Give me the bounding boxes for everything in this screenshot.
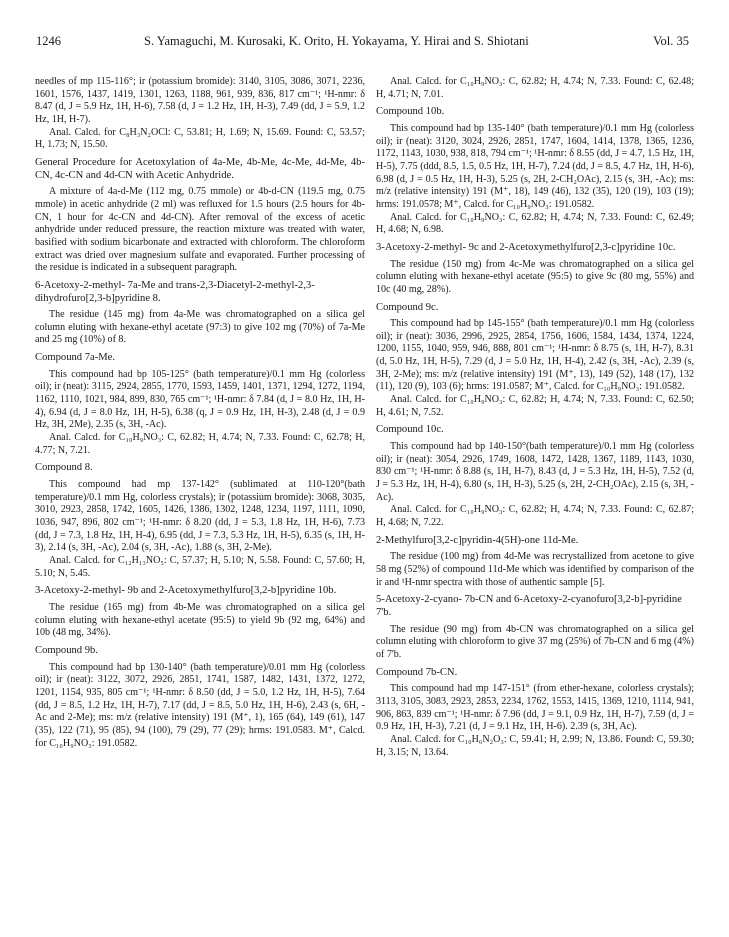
section-heading: Compound 10c. xyxy=(376,424,444,436)
paragraph: The residue (100 mg) from 4d-Me was recrystallized from acetone to give 58 mg (52%) of compound 11d-Me which was identified by comparison of the ir and ¹H-nmr spectra with those of authentic sample [5]. xyxy=(376,551,694,588)
paragraph: needles of mp 115-116°; ir (potassium bromide): 3140, 3105, 3086, 3071, 2236, 1601, 1576, 1437, 1419, 1301, 1263, 1188, 961, 939, 836, 817 cm⁻¹; ¹H-nmr: δ 8.47 (d, J = 5.9 Hz, 1H, H-6), 7.58 (d, J = 1.2 Hz, 1H, H-3), 7.49 (dd, J = 5.9, 1.2 Hz, 1H, H-7). xyxy=(35,76,365,125)
paragraph: The residue (165 mg) from 4b-Me was chromatographed on a silica gel column eluting with hexane-ethyl acetate (95:5) to yield 9b (92 mg, 64%) and 10b (48 mg, 34%). xyxy=(35,601,365,639)
section-heading: Compound 8. xyxy=(35,462,93,474)
section-heading: Compound 7b-CN. xyxy=(376,666,458,678)
paragraph: Anal. Calcd. for C₁₀H₆N₂O₃: C, 59.41; H, 2.99; N, 13.86. Found: C, 59.30; H, 3.15; N, 13.64. xyxy=(376,733,694,758)
paragraph: The residue (90 mg) from 4b-CN was chromatographed on a silica gel column eluting with chloroform to give 37 mg (25%) of 7b-CN and 6 mg (4%) of 7'b. xyxy=(376,623,694,660)
section-heading: 6-Acetoxy-2-methyl- 7a-Me and trans-2,3-Diacetyl-2-methyl-2,3-dihydrofuro[2,3-b]pyridine 8. xyxy=(35,279,315,304)
section-heading: Compound 9c. xyxy=(376,301,439,313)
paragraph: This compound had mp 147-151° (from ether-hexane, colorless crystals); 3113, 3105, 3083, 2923, 2853, 2234, 1762, 1553, 1415, 1369, 1210, 1114, 941, 906, 863, 839 cm⁻¹; ¹H-nmr: δ 7.96 (dd, J = 9.1, 0.9 Hz, 1H, H-7), 7.59 (d, J = 0.9 Hz, 1H, H-3), 7.21 (d, J = 9.1 Hz, 1H, H-6). 2.39 (s, 3H, Ac). xyxy=(376,683,694,733)
paragraph: The residue (150 mg) from 4c-Me was chromatographed on a silica gel column eluting with hexane-ethyl acetate (95:5) to give 9c (80 mg, 55%) and 10c (40 mg, 28%). xyxy=(376,258,694,295)
page-number: 1246 xyxy=(36,34,61,48)
section-heading: Compound 7a-Me. xyxy=(35,352,116,364)
section-heading: 3-Acetoxy-2-methyl- 9c and 2-Acetoxymethylfuro[2,3-c]pyridine 10c. xyxy=(376,241,676,253)
paragraph: A mixture of 4a-d-Me (112 mg, 0.75 mmole) or 4b-d-CN (119.5 mg, 0.75 mmole) in acetic anhydride (2 ml) was refluxed for 1.5 hours (2.5 hours for 4b-CN, 1 hour for 4c-CN and 4d-CN). After removal of the excess of acetic anhydride under reduced pressure, the reaction mixture was treated with water, basified with sodium bicarbonate and extracted with chloroform. The chloroform extract was dried over magnesium sulfate and evaporated. Further processing of the residue is indicated in a subsequent paragraph. xyxy=(35,186,365,274)
paragraph: This compound had bp 105-125° (bath temperature)/0.1 mm Hg (colorless oil); ir (neat): 3115, 2924, 2855, 1770, 1593, 1459, 1401, 1371, 1294, 1272, 1194, 1162, 1110, 1021, 984, 899, 830, 765 cm⁻¹; ¹H-nmr: δ 7.84 (d, J = 8.0 Hz, 1H, H-4), 6.94 (d, J = 8.0 Hz, 1H, H-5), 6.38 (q, J = 0.9 Hz, 1H, H-3), 2.48 (d, J = 0.9 Hz, 3H, 2Me), 2.35 (s, 3H, -Ac). xyxy=(35,368,365,431)
paragraph: Anal. Calcd. for C₈H₃N₂OCl: C, 53.81; H, 1.69; N, 15.69. Found: C, 53.57; H, 1.73; N, 15.50. xyxy=(35,126,365,151)
paragraph: Anal. Calcd. for C₁₂H₁₃NO₅: C, 57.37; H, 5.10; N, 5.58. Found: C, 57.60; H, 5.10; N, 5.45. xyxy=(35,554,365,579)
section-heading: 3-Acetoxy-2-methyl- 9b and 2-Acetoxymethylfuro[3,2-b]pyridine 10b. xyxy=(35,585,337,597)
paragraph: This compound had mp 137-142° (sublimated at 110-120°(bath temperature)/0.1 mm Hg, colorless crystals); ir (potassium bromide): 3068, 3035, 3010, 2923, 2858, 1742, 1605, 1426, 1386, 1302, 1248, 1234, 1197, 1111, 1090, 1036, 947, 896, 802 cm⁻¹; ¹H-nmr: δ 8.20 (dd, J = 5.3, 1.8 Hz, 1H, H-6), 7.73 (dd, J = 7.3, 1.8 Hz, 1H, H-4), 6.95 (dd, J = 7.3, 5.3 Hz, 1H, H-5), 6.35 (s, 1H, H-3), 2.14 (s, 3H, -Ac), 2.04 (s, 3H, -Ac), 1.88 (s, 3H, 2-Me). xyxy=(35,479,365,554)
paragraph: Anal. Calcd. for C₁₀H₉NO₃: C, 62.82; H, 4.74; N, 7.33. Found: C, 62.87; H, 4.68; N, 7.22. xyxy=(376,504,694,528)
paragraph: Anal. Calcd. for C₁₀H₉NO₃: C, 62.82; H, 4.74; N, 7.33. Found: C, 62.50; H, 4.61; N, 7.52. xyxy=(376,394,694,418)
right-column xyxy=(376,76,694,759)
paragraph: This compound had bp 145-155° (bath temperature)/0.1 mm Hg (colorless oil); ir (neat): 3036, 2996, 2925, 2854, 1756, 1606, 1584, 1434, 1374, 1224, 1200, 1155, 1040, 959, 946, 888, 801 cm⁻¹; ¹H-nmr: δ 8.75 (s, 1H, H-7), 8.31 (d, 5.0 Hz, 1H, H-5), 7.29 (d, J = 5.0 Hz, 1H, H-4), 2.42 (s, 3H, -Ac), 2.39 (s, 3H, 2-Me); ms: m/z (relative intensity) 191 (M⁺, 13), 149 (52), 148 (17), 132 (11), 120 (9), 103 (6); hrms: 191.0587; M⁺, Calcd. for C₁₀H₉NO₃: 191.0582. xyxy=(376,318,694,393)
section-heading: Compound 10b. xyxy=(376,106,445,118)
paragraph: This compound had bp 135-140° (bath temperature)/0.1 mm Hg (colorless oil); ir (neat): 3120, 3024, 2926, 2851, 1747, 1604, 1414, 1378, 1365, 1236, 1172, 1143, 1030, 938, 818, 794 cm⁻¹; ¹H-nmr: δ 8.55 (dd, J = 4.7, 1.5 Hz, 1H, H-5), 7.75 (ddd, 8.5, 1.5, 0.5 Hz, 1H, H-7), 7.24 (dd, J = 8.5, 4.7 Hz, 1H, H-6), 6.98 (d, J = 0.5 Hz, 1H, H-3), 5.25 (s, 2H, 2-CH₂OAc), 2.15 (s, 3H, -Ac); ms: m/z (relative intensity) 191 (M⁺, 18), 149 (46), 132 (35), 120 (19), 103 (19); hrms: 191.0578; M⁺, Calcd. for C₁₀H₉NO₃: 191.0582. xyxy=(376,122,694,210)
paragraph: This compound had bp 130-140° (bath temperature)/0.01 mm Hg (colorless oil); ir (neat): 3122, 3072, 2926, 2851, 1741, 1587, 1482, 1431, 1372, 1272, 1201, 1154, 935, 805 cm⁻¹; ¹H-nmr: δ 8.50 (dd, J = 5.0, 1.2 Hz, 1H, H-5), 7.64 (dd, J = 8.5, 1.2 Hz, 1H, H-7), 7.17 (dd, J = 8.5, 5.0 Hz, 1H, H-6), 2.43 (s, 6H, -Ac and 2-Me); ms: m/z (relative intensity) 191 (M⁺, 1), 165 (64), 149 (61), 147 (35), 122 (71), 95 (85), 94 (100), 79 (29), 77 (29); hrms: 191.0583. M⁺, Calcd. for C₁₀H₉NO₃: 191.0582. xyxy=(35,661,365,749)
paragraph: The residue (145 mg) from 4a-Me was chromatographed on a silica gel column eluting with hexane-ethyl acetate (97:3) to give 102 mg (70%) of 7a-Me and 25 mg (10%) of 8. xyxy=(35,309,365,346)
paragraph: Anal. Calcd. for C₁₀H₉NO₃: C, 62.82; H, 4.74; N, 7.33. Found: C, 62.49; H, 4.68; N, 6.98. xyxy=(376,211,694,236)
section-heading: 2-Methylfuro[3,2-c]pyridin-4(5H)-one 11d-Me. xyxy=(376,534,579,546)
page-header xyxy=(36,34,689,52)
paragraph: This compound had bp 140-150°(bath temperature)/0.1 mm Hg (colorless oil); ir (neat): 3054, 2926, 1749, 1608, 1472, 1428, 1367, 1189, 1143, 1030, 830 cm⁻¹; ¹H-nmr: δ 8.88 (s, 1H, H-7), 8.43 (d, J = 5.3 Hz, 1H, H-5), 7.52 (d, J = 5.3 Hz, 1H, H-4), 6.80 (s, 1H, H-3), 5.25 (s, 2H, 2-CH₂OAc), 2.15 (s, 3H, -Ac). xyxy=(376,441,694,503)
section-heading: Compound 9b. xyxy=(35,644,98,656)
section-heading: 5-Acetoxy-2-cyano- 7b-CN and 6-Acetoxy-2-cyanofuro[3,2-b]-pyridine 7'b. xyxy=(376,594,682,618)
paragraph: Anal. Calcd. for C₁₀H₉NO₃: C, 62.82; H, 4.74; N, 7.33. Found: C, 62.48; H, 4.71; N, 7.01. xyxy=(376,76,694,100)
section-heading: General Procedure for Acetoxylation of 4a-Me, 4b-Me, 4c-Me, 4d-Me, 4b-CN, 4c-CN and 4d-CN with Acetic Anhydride. xyxy=(35,156,365,181)
running-head-authors: S. Yamaguchi, M. Kurosaki, K. Orito, H. Yokayama, Y. Hirai and S. Shiotani xyxy=(144,34,529,48)
volume-label: Vol. 35 xyxy=(653,34,689,48)
paragraph: Anal. Calcd. for C₁₀H₉NO₃: C, 62.82; H, 4.74; N, 7.33. Found: C, 62.78; H, 4.77; N, 7.21. xyxy=(35,432,365,456)
left-column xyxy=(35,76,365,750)
